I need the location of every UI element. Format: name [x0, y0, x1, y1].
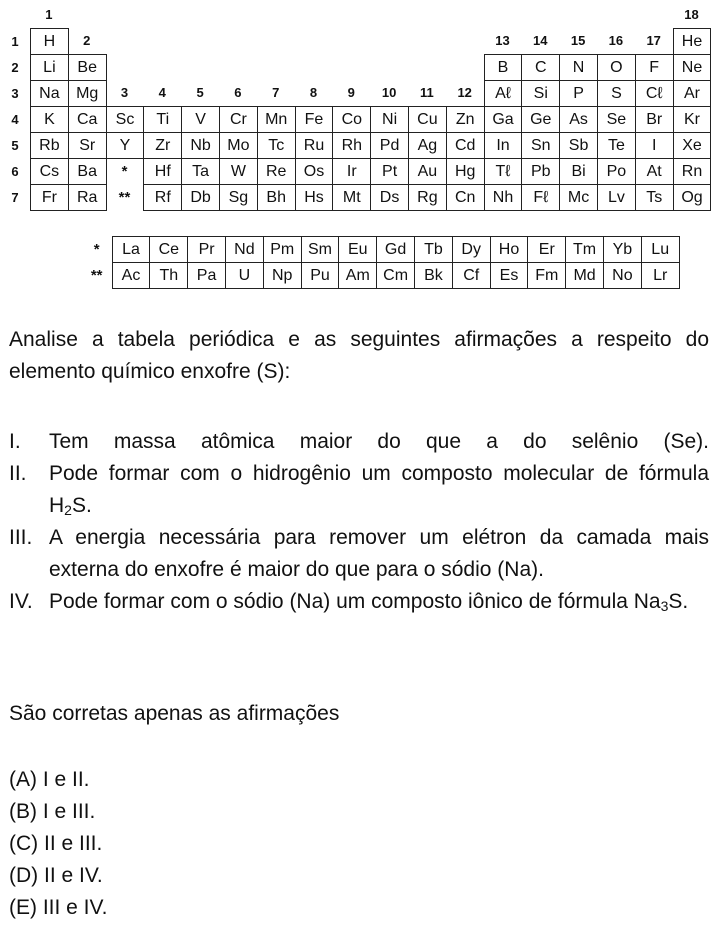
element-cell: Au: [408, 158, 447, 185]
element-cell: Kr: [673, 106, 712, 133]
element-cell: Ru: [295, 132, 334, 159]
element-cell: Ti: [143, 106, 182, 133]
element-cell: Tℓ: [484, 158, 523, 185]
element-cell: Mo: [219, 132, 258, 159]
group-label: 9: [347, 84, 355, 100]
actinides-marker: **: [90, 266, 103, 284]
element-cell: B: [484, 54, 523, 81]
lanthanide-cell: Eu: [338, 236, 377, 263]
lanthanide-cell: Tm: [565, 236, 604, 263]
element-cell: W: [219, 158, 258, 185]
element-cell: Cℓ: [635, 80, 674, 107]
period-label: 1: [11, 33, 19, 49]
element-cell: Ar: [673, 80, 712, 107]
question-text: São corretas apenas as afirmações: [9, 702, 340, 725]
element-cell: Ba: [68, 158, 107, 185]
group-label: 1: [45, 6, 53, 22]
statement-3: [9, 522, 709, 586]
element-cell: Rf: [143, 184, 182, 211]
element-cell: Mn: [257, 106, 296, 133]
element-cell: Y: [106, 132, 145, 159]
group-label: 13: [495, 32, 510, 48]
period-label: 4: [11, 111, 19, 127]
actinide-cell: Bk: [414, 262, 453, 289]
group-label: 4: [158, 84, 166, 100]
actinide-cell: Am: [338, 262, 377, 289]
element-cell: Mc: [559, 184, 598, 211]
option-c[interactable]: (C) II e III.: [9, 832, 103, 855]
actinide-cell: Es: [490, 262, 529, 289]
group-label: 8: [309, 84, 318, 100]
actinide-cell: No: [603, 262, 642, 289]
element-cell: S: [597, 80, 636, 107]
statements-list: [9, 426, 709, 618]
element-cell: Bi: [559, 158, 598, 185]
element-cell: Ca: [68, 106, 107, 133]
element-cell: At: [635, 158, 674, 185]
period-label: 3: [11, 85, 19, 101]
element-cell: Hf: [143, 158, 182, 185]
element-cell: Ir: [332, 158, 371, 185]
element-cell: He: [673, 28, 712, 55]
group-label: 6: [234, 84, 242, 100]
element-cell: Hs: [295, 184, 334, 211]
actinide-cell: Th: [149, 262, 188, 289]
element-cell: Ni: [370, 106, 409, 133]
element-cell: Ag: [408, 132, 447, 159]
element-cell: Mg: [68, 80, 107, 107]
period-label: 5: [11, 137, 19, 153]
element-cell: In: [484, 132, 523, 159]
element-cell: P: [559, 80, 598, 107]
period-label: 7: [11, 189, 19, 205]
statement-number: III.: [9, 526, 33, 549]
group-label: 17: [646, 32, 661, 48]
element-cell: Hg: [446, 158, 485, 185]
lanthanide-cell: Nd: [225, 236, 264, 263]
element-cell: Sb: [559, 132, 598, 159]
lanthanide-cell: Lu: [641, 236, 680, 263]
statement-number: II.: [9, 462, 27, 485]
element-cell: Be: [68, 54, 107, 81]
element-cell: Br: [635, 106, 674, 133]
actinide-cell: Pu: [301, 262, 340, 289]
actinide-cell: Cm: [376, 262, 415, 289]
element-cell: Rh: [332, 132, 371, 159]
series-marker: **: [118, 188, 131, 206]
lanthanide-cell: Ce: [149, 236, 188, 263]
statement-text-end: S.: [71, 494, 92, 517]
intro-text: Analise a tabela periódica e as seguintes afirmações a respeito do elemento químico enxofre (S):: [9, 328, 709, 383]
element-cell: Cn: [446, 184, 485, 211]
statement-1: [9, 426, 709, 458]
lanthanide-cell: Gd: [376, 236, 415, 263]
subscript: 2: [64, 502, 72, 518]
lanthanide-cell: Er: [527, 236, 566, 263]
element-cell: Ge: [521, 106, 560, 133]
periodic-table: [0, 0, 718, 300]
element-cell: Cr: [219, 106, 258, 133]
element-cell: Pd: [370, 132, 409, 159]
statement-2: [9, 458, 709, 522]
element-cell: Ts: [635, 184, 674, 211]
element-cell: N: [559, 54, 598, 81]
period-label: 2: [11, 59, 19, 75]
option-a[interactable]: (A) I e II.: [9, 768, 90, 791]
element-cell: Ne: [673, 54, 712, 81]
actinide-cell: Ac: [112, 262, 151, 289]
lanthanide-cell: Pm: [263, 236, 302, 263]
element-cell: Nb: [181, 132, 220, 159]
element-cell: K: [30, 106, 69, 133]
actinide-cell: Lr: [641, 262, 680, 289]
element-cell: Po: [597, 158, 636, 185]
element-cell: Co: [332, 106, 371, 133]
element-cell: Ta: [181, 158, 220, 185]
element-cell: Si: [521, 80, 560, 107]
options-list: [9, 764, 709, 924]
lanthanide-cell: Yb: [603, 236, 642, 263]
element-cell: Re: [257, 158, 296, 185]
series-marker: *: [121, 162, 128, 180]
element-cell: Rn: [673, 158, 712, 185]
element-cell: O: [597, 54, 636, 81]
statement-4: [9, 586, 709, 618]
statement-number: IV.: [9, 590, 33, 613]
group-label: 15: [570, 32, 586, 48]
group-label: 5: [196, 84, 204, 100]
actinide-cell: Cf: [452, 262, 491, 289]
lanthanide-cell: La: [112, 236, 151, 263]
element-cell: I: [635, 132, 674, 159]
lanthanide-cell: Tb: [414, 236, 453, 263]
element-cell: Ga: [484, 106, 523, 133]
actinide-cell: Fm: [527, 262, 566, 289]
element-cell: Sn: [521, 132, 560, 159]
element-cell: Bh: [257, 184, 296, 211]
statement-text: Pode formar com o sódio (Na) um composto iônico de fórmula Na: [49, 590, 661, 613]
actinide-cell: U: [225, 262, 264, 289]
element-cell: Xe: [673, 132, 712, 159]
lanthanide-cell: Dy: [452, 236, 491, 263]
actinide-cell: Md: [565, 262, 604, 289]
statement-text-end: S.: [668, 590, 689, 613]
element-cell: As: [559, 106, 598, 133]
subscript: 3: [660, 598, 669, 614]
element-cell: F: [635, 54, 674, 81]
group-label: 10: [381, 84, 397, 100]
element-cell: Zn: [446, 106, 485, 133]
element-cell: Pb: [521, 158, 560, 185]
element-cell: Na: [30, 80, 69, 107]
element-cell: Tc: [257, 132, 296, 159]
element-cell: Aℓ: [484, 80, 523, 107]
element-cell: Fr: [30, 184, 69, 211]
element-cell: Nh: [484, 184, 523, 211]
option-e[interactable]: (E) III e IV.: [9, 896, 108, 919]
group-label: 12: [457, 84, 472, 100]
group-label: 2: [83, 32, 91, 48]
period-label: 6: [11, 163, 19, 179]
element-cell: Db: [181, 184, 220, 211]
element-cell: Li: [30, 54, 69, 81]
actinide-cell: Np: [263, 262, 302, 289]
element-cell: Mt: [332, 184, 371, 211]
element-cell: H: [30, 28, 69, 55]
group-label: 11: [420, 84, 434, 100]
element-cell: V: [181, 106, 220, 133]
statement-number: I.: [9, 430, 21, 453]
group-label: 16: [608, 32, 624, 48]
element-cell: Se: [597, 106, 636, 133]
element-cell: Cd: [446, 132, 485, 159]
element-cell: Sg: [219, 184, 258, 211]
element-cell: Lv: [597, 184, 636, 211]
statement-text: A energia necessária para remover um elétron da camada mais externa do enxofre é maior do que para o sódio (Na).: [49, 526, 709, 581]
group-label: 18: [684, 6, 699, 22]
lanthanide-cell: Ho: [490, 236, 529, 263]
lanthanides-marker: *: [93, 240, 100, 258]
element-cell: Sr: [68, 132, 107, 159]
element-cell: Ds: [370, 184, 409, 211]
element-cell: Fℓ: [521, 184, 560, 211]
option-b[interactable]: (B) I e III.: [9, 800, 96, 823]
element-cell: Te: [597, 132, 636, 159]
actinide-cell: Pa: [187, 262, 226, 289]
element-cell: Pt: [370, 158, 409, 185]
element-cell: Os: [295, 158, 334, 185]
group-label: 14: [533, 32, 548, 48]
element-cell: Og: [673, 184, 712, 211]
option-d[interactable]: (D) II e IV.: [9, 864, 103, 887]
element-cell: Rg: [408, 184, 447, 211]
group-label: 3: [120, 84, 129, 100]
statement-text: Pode formar com o hidrogênio um composto molecular de fórmula H: [49, 462, 709, 517]
element-cell: Cs: [30, 158, 69, 185]
element-cell: Zr: [143, 132, 182, 159]
element-cell: Rb: [30, 132, 69, 159]
element-cell: Ra: [68, 184, 107, 211]
statement-text: Tem massa atômica maior do que a do selênio (Se).: [49, 430, 709, 453]
group-label: 7: [272, 84, 280, 100]
element-cell: Fe: [295, 106, 334, 133]
element-cell: C: [521, 54, 560, 81]
element-cell: Cu: [408, 106, 447, 133]
element-cell: Sc: [106, 106, 145, 133]
lanthanide-cell: Pr: [187, 236, 226, 263]
lanthanide-cell: Sm: [301, 236, 340, 263]
